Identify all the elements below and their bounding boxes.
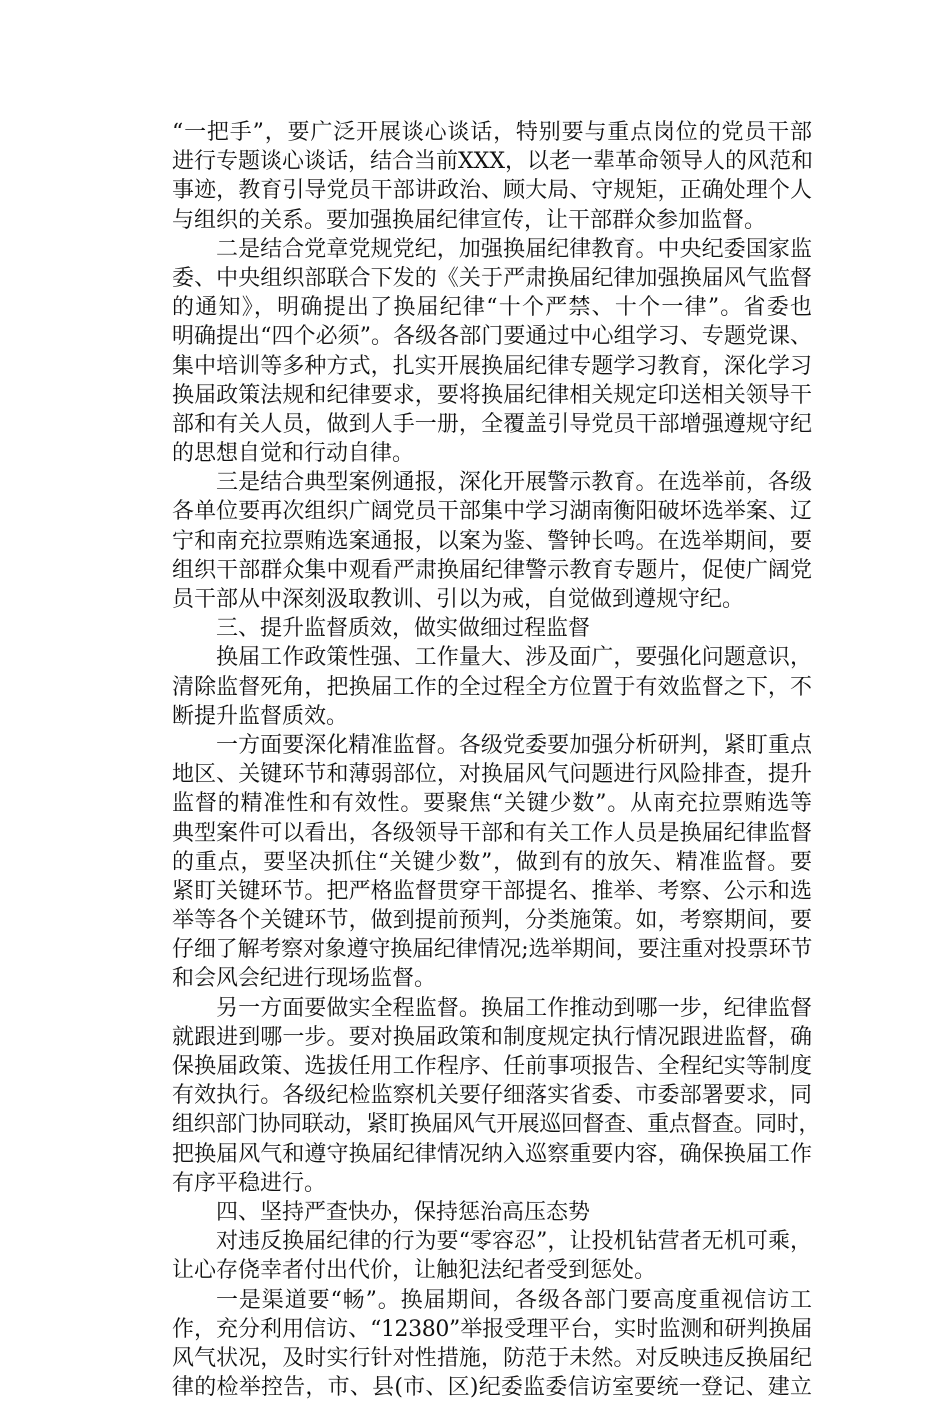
- text-line: 的通知》，明确提出了换届纪律“十个严禁、十个一律”。省委也: [172, 295, 812, 321]
- text-line: 把换届风气和遵守换届纪律情况纳入巡察重要内容，确保换届工作: [172, 1141, 812, 1167]
- text-line: 律的检举控告，市、县(市、区)纪委监委信访室要统一登记、建立: [172, 1375, 812, 1401]
- text-line: 有序平稳进行。: [172, 1170, 327, 1196]
- text-line: 的思想自觉和行动自律。: [172, 441, 415, 467]
- text-line: 另一方面要做实全程监督。换届工作推动到哪一步，纪律监督: [216, 995, 812, 1021]
- text-line: 让心存侥幸者付出代价，让触犯法纪者受到惩处。: [172, 1258, 657, 1284]
- text-line: 三、提升监督质效，做实做细过程监督: [216, 616, 591, 642]
- text-line: 员干部从中深刻汲取教训、引以为戒，自觉做到遵规守纪。: [172, 587, 745, 612]
- text-line: 各单位要再次组织广阔党员干部集中学习湖南衡阳破坏选举案、辽: [172, 499, 812, 525]
- text-line: 紧盯关键环节。把严格监督贯穿干部提名、推举、考察、公示和选: [172, 878, 812, 904]
- text-line: 作，充分利用信访、“12380”举报受理平台，实时监测和研判换届: [172, 1316, 812, 1342]
- text-line: 监督的精准性和有效性。要聚焦“关键少数”。从南充拉票贿选等: [172, 791, 812, 817]
- text-line: 三是结合典型案例通报，深化开展警示教育。在选举前，各级: [216, 470, 812, 496]
- text-line: 委、中央组织部联合下发的《关于严肃换届纪律加强换届风气监督: [172, 265, 812, 291]
- text-line: 典型案件可以看出，各级领导干部和有关工作人员是换届纪律监督: [172, 820, 812, 846]
- text-line: 二是结合党章党规党纪，加强换届纪律教育。中央纪委国家监: [216, 236, 812, 262]
- text-line: “一把手”，要广泛开展谈心谈话，特别要与重点岗位的党员干部: [172, 120, 812, 145]
- text-line: 有效执行。各级纪检监察机关要仔细落实省委、市委部署要求，同: [172, 1083, 812, 1109]
- text-line: 仔细了解考察对象遵守换届纪律情况;选举期间，要注重对投票环节: [172, 937, 812, 963]
- text-line: 组织干部群众集中观看严肃换届纪律警示教育专题片，促使广阔党: [172, 557, 812, 583]
- text-line: 的重点，要坚决抓住“关键少数”，做到有的放矢、精准监督。要: [172, 849, 812, 875]
- text-line: 宁和南充拉票贿选案通报，以案为鉴、警钟长鸣。在选举期间，要: [172, 528, 812, 554]
- text-line: 就跟进到哪一步。要对换届政策和制度规定执行情况跟进监督，确: [172, 1024, 812, 1050]
- text-line: 四、坚持严查快办，保持惩治高压态势: [216, 1199, 591, 1225]
- text-line: 事迹，教育引导党员干部讲政治、顾大局、守规矩，正确处理个人: [172, 178, 812, 204]
- text-line: 地区、关键环节和薄弱部位，对换届风气问题进行风险排查，提升: [172, 762, 812, 788]
- text-line: 集中培训等多种方式，扎实开展换届纪律专题学习教育，深化学习: [172, 353, 812, 379]
- text-line: 组织部门协同联动，紧盯换届风气开展巡回督查、重点督查。同时，: [172, 1112, 821, 1138]
- text-line: 断提升监督质效。: [172, 703, 349, 729]
- text-line: 进行专题谈心谈话，结合当前XXX，以老一辈革命领导人的风范和: [172, 149, 813, 175]
- text-line: 部和有关人员，做到人手一册，全覆盖引导党员干部增强遵规守纪: [172, 411, 812, 437]
- text-line: 清除监督死角，把换届工作的全过程全方位置于有效监督之下，不: [172, 674, 812, 700]
- text-line: 和会风会纪进行现场监督。: [172, 966, 437, 992]
- text-line: 换届工作政策性强、工作量大、涉及面广，要强化问题意识，: [216, 645, 812, 671]
- text-line: 一是渠道要“畅”。换届期间，各级各部门要高度重视信访工: [216, 1287, 812, 1313]
- text-line: 一方面要深化精准监督。各级党委要加强分析研判，紧盯重点: [216, 732, 812, 758]
- text-line: 保换届政策、选拔任用工作程序、任前事项报告、全程纪实等制度: [172, 1054, 812, 1079]
- text-line: 风气状况，及时实行针对性措施，防范于未然。对反映违反换届纪: [172, 1345, 812, 1371]
- text-line: 与组织的关系。要加强换届纪律宣传，让干部群众参加监督。: [172, 207, 767, 233]
- document-body: [172, 118, 821, 1402]
- text-line: 举等各个关键环节，做到提前预判，分类施策。如，考察期间，要: [172, 908, 812, 934]
- text-line: 明确提出“四个必须”。各级各部门要通过中心组学习、专题党课、: [172, 324, 812, 350]
- text-line: 换届政策法规和纪律要求，要将换届纪律相关规定印送相关领导干: [172, 382, 812, 408]
- text-line: 对违反换届纪律的行为要“零容忍”，让投机钻营者无机可乘，: [216, 1229, 812, 1255]
